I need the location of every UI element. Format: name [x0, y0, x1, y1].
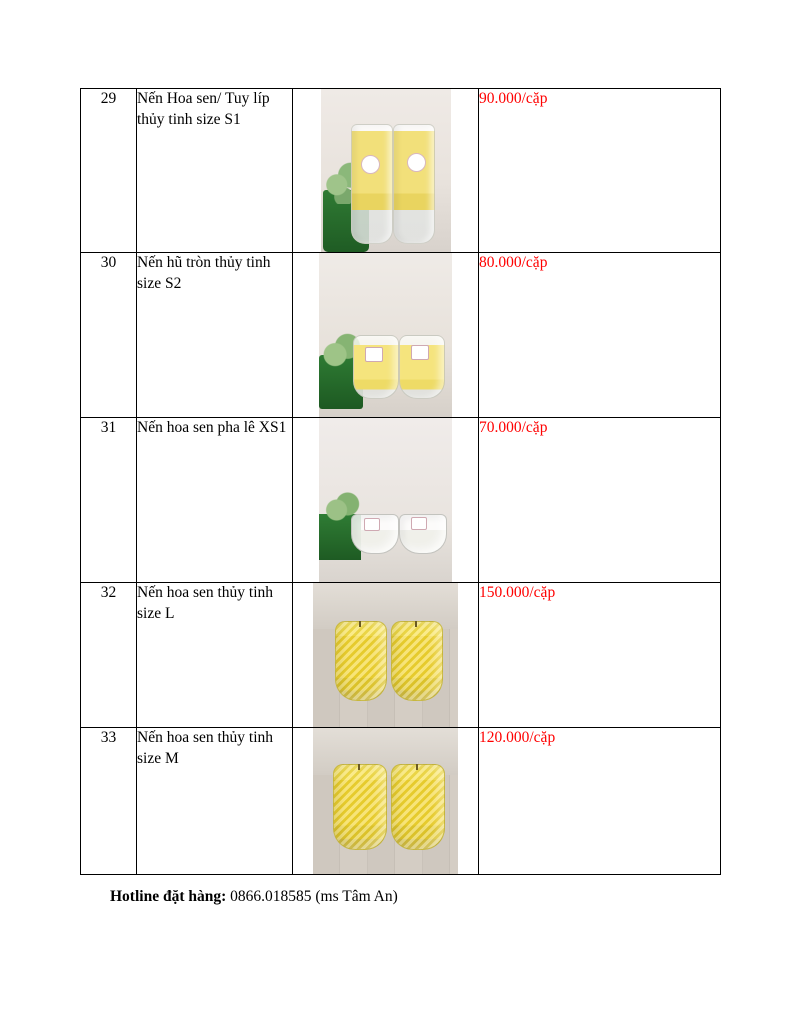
price-tag-sticker-right: [407, 153, 426, 172]
row-product-name: Nến hoa sen thủy tinh size M: [137, 728, 293, 875]
lotus-candle-shape-left: [335, 621, 387, 701]
price-tag-sticker-left: [365, 347, 383, 362]
table-row: [81, 89, 721, 253]
price-tag-sticker-right: [411, 345, 429, 360]
row-product-name: Nến hoa sen thủy tinh size L: [137, 583, 293, 728]
crystal-lotus-candles-xs1-photo: [319, 418, 452, 582]
row-price: 120.000/cặp: [479, 728, 721, 875]
candle-wick-right: [415, 621, 417, 627]
row-price: 80.000/cặp: [479, 253, 721, 418]
table-row: [81, 728, 721, 875]
row-product-image-cell: [293, 418, 479, 583]
hotline-value: 0866.018585 (ms Tâm An): [226, 888, 398, 905]
candle-shape-right: [393, 124, 435, 244]
row-price: 70.000/cặp: [479, 418, 721, 583]
glass-lotus-candles-size-l-photo: [313, 583, 458, 727]
lotus-candle-shape-right: [391, 764, 445, 850]
row-price: 90.000/cặp: [479, 89, 721, 253]
row-product-image-cell: [293, 728, 479, 875]
glass-lotus-tulip-candles-s1-photo: [321, 89, 451, 252]
hotline-label: Hotline đặt hàng:: [110, 888, 227, 905]
row-index: 30: [81, 253, 137, 418]
glass-lotus-candles-size-m-photo: [313, 728, 458, 874]
row-product-image-cell: [293, 583, 479, 728]
row-product-name: Nến Hoa sen/ Tuy líp thủy tinh size S1: [137, 89, 293, 253]
hotline-footer: [80, 888, 717, 906]
lotus-candle-shape-right: [391, 621, 443, 701]
row-index: 31: [81, 418, 137, 583]
row-index: 32: [81, 583, 137, 728]
row-index: 29: [81, 89, 137, 253]
table-row: [81, 253, 721, 418]
row-product-name: Nến hoa sen pha lê XS1: [137, 418, 293, 583]
candle-shape-left: [351, 124, 393, 244]
round-glass-jar-candles-s2-photo: [319, 253, 452, 417]
row-product-image-cell: [293, 253, 479, 418]
candle-wick-left: [358, 764, 360, 770]
table-row: [81, 418, 721, 583]
price-tag-sticker-left: [361, 155, 380, 174]
row-product-image-cell: [293, 89, 479, 253]
price-tag-sticker-right: [411, 517, 427, 530]
jar-candle-shape-left: [353, 335, 399, 399]
table-row: [81, 583, 721, 728]
candle-wick-right: [416, 764, 418, 770]
row-price: 150.000/cặp: [479, 583, 721, 728]
row-index: 33: [81, 728, 137, 875]
candle-wick-left: [359, 621, 361, 627]
lotus-candle-shape-left: [333, 764, 387, 850]
product-price-table: [80, 88, 721, 875]
price-tag-sticker-left: [364, 518, 380, 531]
row-product-name: Nến hũ tròn thủy tinh size S2: [137, 253, 293, 418]
